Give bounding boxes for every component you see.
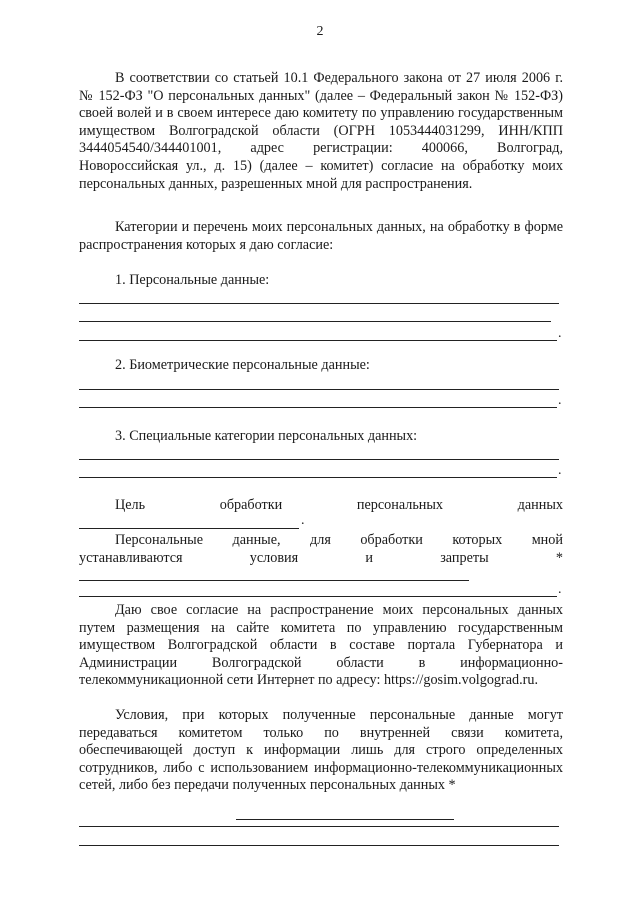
- conditions-word: условия: [249, 550, 299, 566]
- transfer-paragraph: Условия, при которых полученные персональные данные могут передаваться комитетом только по внутренней связи комитета, обеспечивающей доступ к информации лишь для строго определенных сотрудников, либо с использованием информационно-телекоммуникационных сетей, либо без передачи полученных персональных данных *: [79, 707, 563, 794]
- conditions-word: Персональные: [115, 532, 204, 548]
- fill-line: [79, 321, 551, 322]
- purpose-word: Цель: [115, 497, 146, 513]
- purpose-line: [115, 497, 563, 514]
- fill-line: [79, 580, 469, 581]
- purpose-word: персональных: [356, 497, 444, 513]
- line-period: .: [558, 463, 562, 478]
- categories-paragraph: Категории и перечень моих персональных данных, на обработку в форме распространения которых я даю согласие:: [79, 219, 563, 253]
- section-3-heading: 3. Специальные категории персональных данных:: [115, 428, 418, 444]
- fill-line: [79, 477, 557, 478]
- purpose-word: обработки: [219, 497, 283, 513]
- conditions-word: обработки: [360, 532, 423, 548]
- section-2-heading: 2. Биометрические персональные данные:: [115, 357, 370, 373]
- section-1-heading: 1. Персональные данные:: [115, 272, 270, 288]
- line-period: .: [558, 582, 562, 597]
- conditions-word: для: [310, 532, 331, 548]
- conditions-line-1: [115, 532, 563, 549]
- conditions-word: и: [365, 550, 373, 566]
- fill-line: [79, 845, 559, 846]
- intro-paragraph: В соответствии со статьей 10.1 Федерального закона от 27 июля 2006 г. № 152-ФЗ "О персональных данных" (далее – Федеральный закон № 152-ФЗ) своей волей и в своем интересе даю комитету по управлению государственным имуществом Волгоградской области (ОГРН 1053444031299, ИНН/КПП 3444054540/344401001, адрес регистрации: 400066, Волгоград, Новороссийская ул., д. 15) (далее – комитет) согласие на обработку моих персональных данных, разрешенных мной для распространения.: [79, 70, 563, 192]
- line-period: .: [301, 513, 305, 528]
- conditions-word: данные,: [232, 532, 281, 548]
- fill-line: [79, 407, 557, 408]
- conditions-word: мной: [531, 532, 563, 548]
- conditions-word: запреты: [440, 550, 489, 566]
- fill-line: [79, 340, 557, 341]
- consent-paragraph: Даю свое согласие на распространение моих персональных данных путем размещения на сайте комитета по управлению государственным имуществом Волгоградской области в составе портала Губернатора и Администрации Волгоградской области в информационно-телекоммуникационной сети Интернет по адресу: https://gosim.volgograd.ru.: [79, 602, 563, 689]
- fill-line: [79, 826, 559, 827]
- page-number: 2: [316, 24, 324, 39]
- fill-line: [79, 596, 557, 597]
- line-period: .: [558, 326, 562, 341]
- fill-line: [79, 459, 559, 460]
- fill-line: [79, 528, 299, 529]
- purpose-word: данных: [517, 497, 563, 513]
- conditions-word: которых: [452, 532, 503, 548]
- line-period: .: [558, 393, 562, 408]
- conditions-word: *: [555, 550, 563, 566]
- fill-line: [79, 389, 559, 390]
- fill-line: [236, 819, 454, 820]
- conditions-word: устанавливаются: [79, 550, 183, 566]
- fill-line: [79, 303, 559, 304]
- conditions-line-2: [79, 550, 563, 567]
